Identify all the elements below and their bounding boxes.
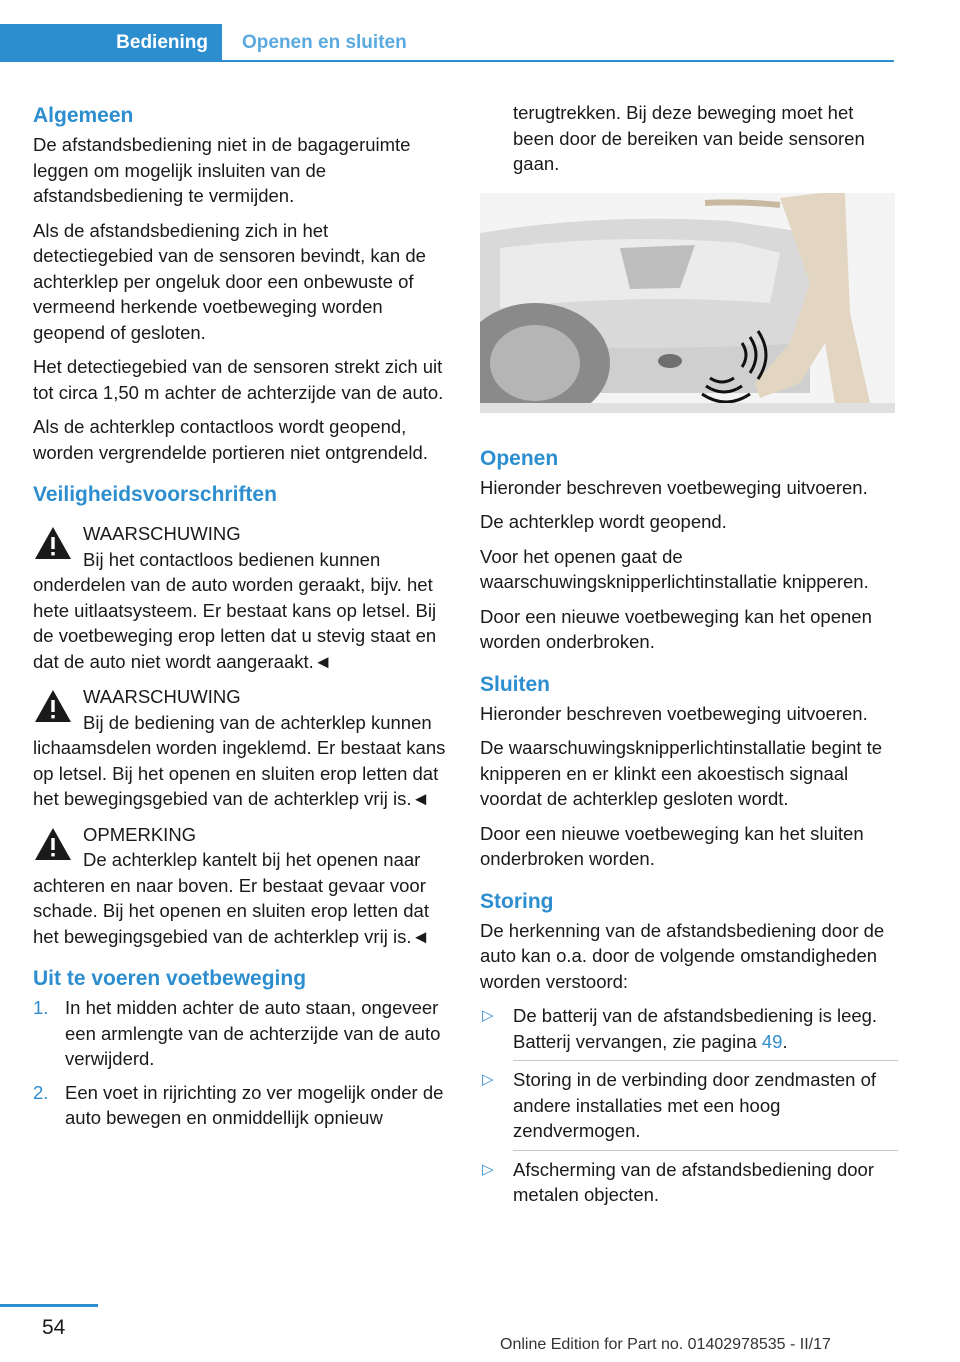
paragraph: Door een nieuwe voetbeweging kan het sluiten onderbroken worden. [480,822,864,869]
paragraph: De achterklep wordt geopend. [480,511,727,532]
triangle-bullet-icon: ▷ [482,1007,494,1024]
causes-list [480,1003,898,1208]
section-title-voetbeweging: Uit te voeren voetbeweging [33,967,307,990]
divider [513,1060,898,1061]
header-rule [0,60,894,62]
tab-openen-en-sluiten[interactable] [222,24,407,62]
footer-rule [0,1304,98,1307]
warning-label: WAARSCHUWING [83,523,241,544]
triangle-bullet-icon: ▷ [482,1071,494,1088]
tab-bediening[interactable] [0,24,222,62]
triangle-bullet-icon: ▷ [482,1160,494,1178]
right-column [480,100,898,1214]
paragraph: Het detectiegebied van de sensoren strekt zich uit tot circa 1,50 m achter de achterzijde van de auto. [33,356,444,403]
warning-block [33,684,451,812]
warning-triangle-icon [33,525,73,561]
edition-footer: Online Edition for Part no. 01402978535 - II/17 [500,1336,831,1353]
warning-text: Bij de bediening van de achterklep kunnen lichaamsdelen worden ingeklemd. Er bestaat kans op letsel. Bij het openen en sluiten erop letten dat het bewegingsgebied van de achterklep vrij is.◄ [33,711,446,809]
list-text-tail: . [782,1030,788,1052]
steps-list [33,995,451,1131]
step-text: Een voet in rijrichting zo ver mogelijk onder de auto bewegen en onmiddellijk opnieuw [65,1081,444,1128]
kick-sensor-illustration [480,193,895,413]
list-item [480,1067,898,1144]
paragraph: De afstandsbediening niet in de bagageruimte leggen om mogelijk insluiten van de afstandsbediening te vermijden. [33,134,411,206]
page-link[interactable]: 49 [761,1030,783,1052]
step-number: 1. [33,997,49,1018]
paragraph: Als de afstandsbediening zich in het detectiegebied van de sensoren bevindt, kan de achterklep per ongeluk door een onbewuste of vermeend herkende voetbeweging worden geopend of gesloten. [33,219,426,343]
section-title-algemeen: Algemeen [33,104,134,127]
section-title-sluiten: Sluiten [480,672,551,696]
paragraph: Door een nieuwe voetbeweging kan het openen worden onderbroken. [480,605,872,652]
warning-triangle-icon [33,826,73,862]
step-text: In het midden achter de auto staan, ongeveer een armlengte van de achterzijde van de auto verwijderd. [65,997,441,1069]
section-title-openen: Openen [480,446,559,470]
list-text: De batterij van de afstandsbediening is leeg. Batterij vervangen, zie pagina [513,1005,878,1052]
list-item [33,1080,451,1131]
list-text: Afscherming van de afstandsbediening door metalen objecten. [513,1158,874,1205]
paragraph: De herkenning van de afstandsbediening door de auto kan o.a. door de volgende omstandigheden worden verstoord: [480,919,885,992]
paragraph: Als de achterklep contactloos wordt geopend, worden vergrendelde portieren niet ontgrendeld. [33,416,428,463]
list-text: Storing in de verbinding door zendmasten of andere installaties met een hoog zendvermogen. [513,1069,877,1141]
divider [513,1150,898,1151]
left-column [33,100,451,1139]
tab-bediening-label: Bediening [116,32,208,53]
tab-openen-label: Openen en sluiten [242,32,407,53]
list-item [480,1003,898,1054]
step-number: 2. [33,1081,49,1103]
notice-label: OPMERKING [83,823,197,845]
list-item [480,1157,898,1208]
section-title-storing: Storing [480,889,554,913]
warning-block [33,521,451,674]
paragraph: Hieronder beschreven voetbeweging uitvoeren. [480,702,868,724]
notice-text: De achterklep kantelt bij het openen naar achteren en naar boven. Er bestaat gevaar voor schade. Bij het openen en sluiten erop letten dat het bewegingsgebied van de achterklep vrij is.◄ [33,849,430,947]
paragraph: De waarschuwingsknipperlichtinstallatie begint te knipperen en er klinkt een akoestisch signaal voordat de achterklep gesloten wordt. [480,737,883,809]
section-title-veiligheid: Veiligheidsvoorschriften [33,483,277,506]
warning-text: Bij het contactloos bedienen kunnen onderdelen van de auto worden geraakt, bijv. het hete uitlaatsysteem. Er bestaat kans op letsel. Bij de voetbeweging erop letten dat u stevig staat en dat de auto niet wordt aangeraakt.◄ [33,548,437,672]
list-item [33,995,451,1072]
paragraph: Voor het openen gaat de waarschuwingsknipperlichtinstallatie knipperen. [480,545,869,592]
paragraph: terugtrekken. Bij deze beweging moet het been door de bereiken van beide sensoren gaan. [513,102,865,174]
notice-block [33,822,451,950]
warning-triangle-icon [33,688,73,724]
paragraph: Hieronder beschreven voetbeweging uitvoeren. [480,476,868,498]
page-number: 54 [42,1316,66,1339]
warning-label: WAARSCHUWING [83,686,241,707]
